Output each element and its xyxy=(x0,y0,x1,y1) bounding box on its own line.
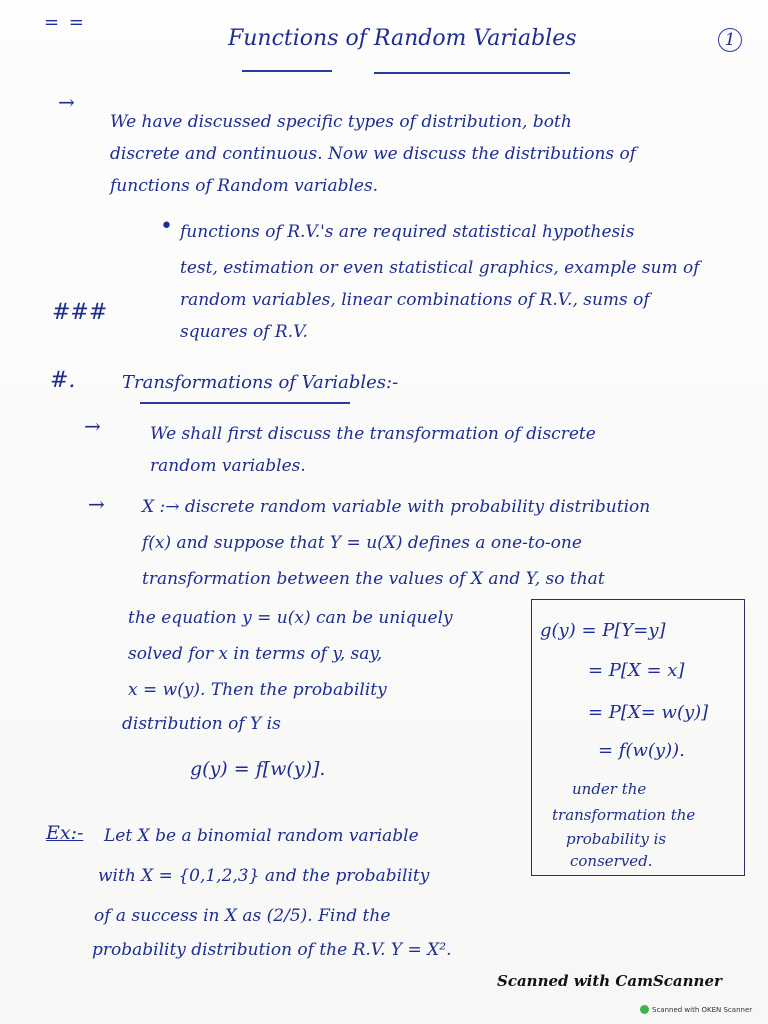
heading-underline xyxy=(140,402,350,404)
bullet-line: random variables, linear combinations of R.V., sums of xyxy=(180,290,650,310)
para2-line: random variables. xyxy=(150,456,306,476)
box-note-line: probability is xyxy=(566,830,667,848)
title-underline xyxy=(242,70,332,72)
title-underline xyxy=(374,72,570,74)
example-line: of a success in X as (2/5). Find the xyxy=(94,906,391,926)
para3-line: x = w(y). Then the probability xyxy=(128,680,387,700)
scanner-logo-icon xyxy=(640,1005,649,1014)
result-formula: g(y) = f[w(y)]. xyxy=(190,758,326,780)
intro-line: discrete and continuous. Now we discuss the distributions of xyxy=(110,144,637,164)
para2-line: We shall first discuss the transformation of discrete xyxy=(150,424,596,444)
page-title: Functions of Random Variables xyxy=(228,26,577,51)
intro-line: functions of Random variables. xyxy=(110,176,379,196)
arrow-icon: → xyxy=(84,414,101,438)
side-mark: ### xyxy=(52,300,108,325)
box-line: = P[X = x] xyxy=(588,660,685,681)
box-line: g(y) = P[Y=y] xyxy=(540,620,666,641)
page-number: 1 xyxy=(718,28,742,52)
scanner-watermark: Scanned with CamScanner xyxy=(497,972,722,990)
arrow-icon: → xyxy=(88,492,105,516)
para3-line: distribution of Y is xyxy=(122,714,281,734)
corner-marks: = = xyxy=(44,12,86,33)
para3-line: transformation between the values of X and Y, so that xyxy=(142,569,605,589)
example-line: with X = {0,1,2,3} and the probability xyxy=(98,866,430,886)
section-mark: #. xyxy=(50,368,76,393)
box-note-line: transformation the xyxy=(552,806,696,824)
example-line: Let X be a binomial random variable xyxy=(104,826,419,846)
box-line: = P[X= w(y)] xyxy=(588,702,709,723)
bullet-line: squares of R.V. xyxy=(180,322,308,342)
scanner-small-watermark: Scanned with OKEN Scanner xyxy=(652,1006,753,1014)
bullet-line: test, estimation or even statistical graphics, example sum of xyxy=(180,258,700,278)
section-heading: Transformations of Variables:- xyxy=(122,372,399,393)
para3-line: the equation y = u(x) can be uniquely xyxy=(128,608,453,628)
box-note-line: conserved. xyxy=(570,852,653,870)
box-line: = f(w(y)). xyxy=(598,740,685,761)
arrow-icon: → xyxy=(58,90,75,114)
example-label: Ex:- xyxy=(46,822,84,844)
bullet-icon: • xyxy=(160,214,173,239)
bullet-line: functions of R.V.'s are required statistical hypothesis xyxy=(180,222,635,242)
para3-line: solved for x in terms of y, say, xyxy=(128,644,383,664)
intro-line: We have discussed specific types of distribution, both xyxy=(110,112,572,132)
para3-line: f(x) and suppose that Y = u(X) defines a one-to-one xyxy=(142,533,582,553)
box-note-line: under the xyxy=(572,780,647,798)
example-line: probability distribution of the R.V. Y = X². xyxy=(92,940,452,960)
para3-line: X :→ discrete random variable with probability distribution xyxy=(142,497,651,517)
